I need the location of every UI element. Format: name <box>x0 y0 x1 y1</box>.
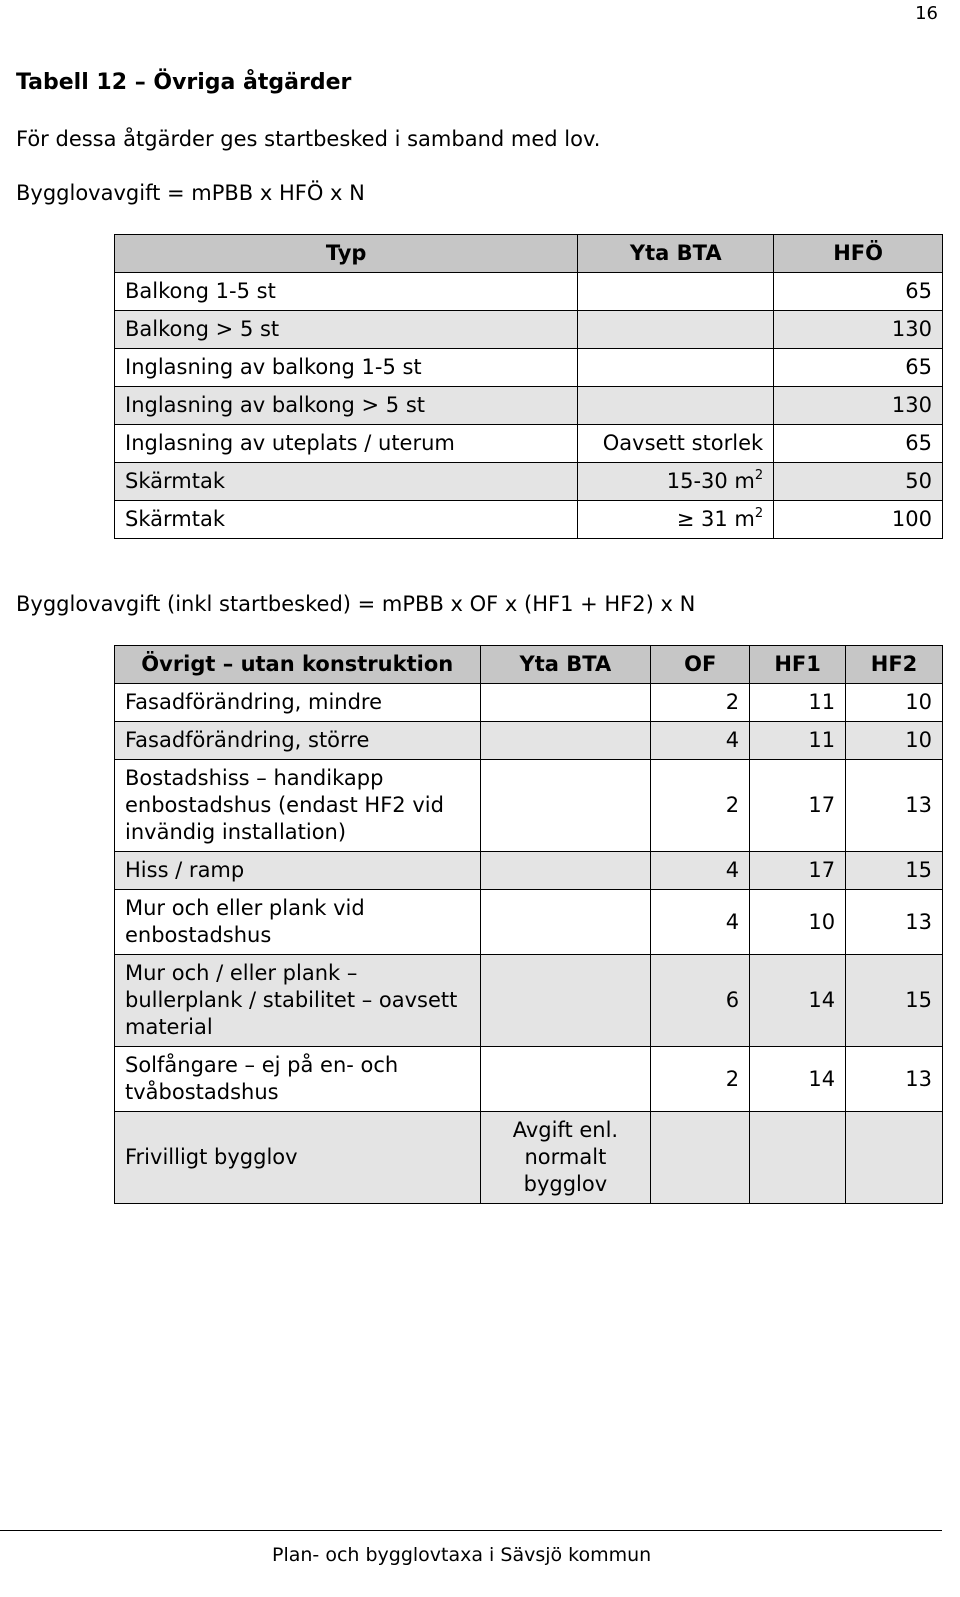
header-hfo: HFÖ <box>774 235 943 273</box>
row-hf1: 14 <box>750 955 846 1047</box>
table-row <box>115 311 943 349</box>
row-of: 2 <box>651 760 750 852</box>
table-row <box>115 387 943 425</box>
row-hfo: 65 <box>774 349 943 387</box>
yta-value: Oavsett storlek <box>602 431 764 455</box>
yta-unit-exponent: 2 <box>754 468 764 483</box>
row-yta-bta <box>578 349 774 387</box>
row-of: 6 <box>651 955 750 1047</box>
row-hf2 <box>846 1112 943 1204</box>
row-typ: Inglasning av balkong 1-5 st <box>115 349 578 387</box>
row-yta-bta <box>480 684 651 722</box>
row-hf2: 10 <box>846 722 943 760</box>
header-yta-bta: Yta BTA <box>480 646 651 684</box>
fee-formula-1: Bygglovavgift = mPBB x HFÖ x N <box>16 181 365 205</box>
table-row <box>115 463 943 501</box>
table-row <box>115 1047 943 1112</box>
row-yta-bta <box>480 760 651 852</box>
row-typ: Fasadförändring, större <box>115 722 481 760</box>
table-row <box>115 890 943 955</box>
row-typ: Balkong > 5 st <box>115 311 578 349</box>
yta-unit-exponent: 2 <box>754 506 764 521</box>
header-ovrigt: Övrigt – utan konstruktion <box>115 646 481 684</box>
row-hfo: 50 <box>774 463 943 501</box>
fee-table-1 <box>114 234 943 539</box>
row-hf2: 15 <box>846 955 943 1047</box>
table-row <box>115 760 943 852</box>
row-hf1: 10 <box>750 890 846 955</box>
table-row <box>115 955 943 1047</box>
fee-formula-2: Bygglovavgift (inkl startbesked) = mPBB x OF x (HF1 + HF2) x N <box>16 592 696 616</box>
row-hfo: 130 <box>774 311 943 349</box>
row-typ: Frivilligt bygglov <box>115 1112 481 1204</box>
table-row <box>115 501 943 539</box>
page-number: 16 <box>915 3 938 24</box>
row-typ: Fasadförändring, mindre <box>115 684 481 722</box>
row-yta-bta <box>480 1047 651 1112</box>
intro-text: För dessa åtgärder ges startbesked i samband med lov. <box>16 127 601 151</box>
table-row <box>115 722 943 760</box>
row-of: 2 <box>651 684 750 722</box>
row-of: 2 <box>651 1047 750 1112</box>
row-of: 4 <box>651 722 750 760</box>
yta-value: ≥ 31 m <box>676 507 755 531</box>
table-row <box>115 273 943 311</box>
row-typ: Inglasning av uteplats / uterum <box>115 425 578 463</box>
header-hf2: HF2 <box>846 646 943 684</box>
row-hf2: 13 <box>846 760 943 852</box>
row-hfo: 100 <box>774 501 943 539</box>
header-typ: Typ <box>115 235 578 273</box>
row-of: 4 <box>651 890 750 955</box>
row-of <box>651 1112 750 1204</box>
row-yta-bta <box>578 273 774 311</box>
row-yta-bta <box>480 852 651 890</box>
row-typ: Skärmtak <box>115 501 578 539</box>
header-hf1: HF1 <box>750 646 846 684</box>
footer-divider <box>0 1530 942 1531</box>
row-hf1: 14 <box>750 1047 846 1112</box>
row-hf1: 11 <box>750 722 846 760</box>
header-yta-bta: Yta BTA <box>578 235 774 273</box>
table-heading: Tabell 12 – Övriga åtgärder <box>16 70 352 95</box>
row-hf2: 13 <box>846 890 943 955</box>
table-row <box>115 425 943 463</box>
fee-table-2 <box>114 645 943 1204</box>
row-yta-bta: Avgift enl. normalt bygglov <box>480 1112 651 1204</box>
row-yta-bta <box>578 387 774 425</box>
table-row <box>115 852 943 890</box>
row-hf1: 17 <box>750 852 846 890</box>
footer-text: Plan- och bygglovtaxa i Sävsjö kommun <box>272 1544 652 1566</box>
row-typ: Solfångare – ej på en- och tvåbostadshus <box>115 1047 481 1112</box>
row-yta-bta <box>578 463 774 501</box>
table-row <box>115 1112 943 1204</box>
row-yta-bta <box>578 501 774 539</box>
row-yta-bta <box>480 955 651 1047</box>
row-hf1: 11 <box>750 684 846 722</box>
row-hf1: 17 <box>750 760 846 852</box>
row-hf2: 15 <box>846 852 943 890</box>
row-hfo: 65 <box>774 425 943 463</box>
row-typ: Balkong 1-5 st <box>115 273 578 311</box>
table-row <box>115 684 943 722</box>
row-hfo: 65 <box>774 273 943 311</box>
row-hf2: 10 <box>846 684 943 722</box>
row-yta-bta <box>578 425 774 463</box>
row-typ: Mur och / eller plank – bullerplank / stabilitet – oavsett material <box>115 955 481 1047</box>
yta-value: 15-30 m <box>666 469 755 493</box>
header-of: OF <box>651 646 750 684</box>
table-header-row <box>115 235 943 273</box>
row-yta-bta <box>578 311 774 349</box>
row-of: 4 <box>651 852 750 890</box>
row-hf2: 13 <box>846 1047 943 1112</box>
row-typ: Hiss / ramp <box>115 852 481 890</box>
row-typ: Inglasning av balkong > 5 st <box>115 387 578 425</box>
row-typ: Mur och eller plank vid enbostadshus <box>115 890 481 955</box>
row-yta-bta <box>480 890 651 955</box>
table-header-row <box>115 646 943 684</box>
table-row <box>115 349 943 387</box>
row-hf1 <box>750 1112 846 1204</box>
row-typ: Bostadshiss – handikapp enbostadshus (endast HF2 vid invändig installation) <box>115 760 481 852</box>
row-yta-bta <box>480 722 651 760</box>
row-typ: Skärmtak <box>115 463 578 501</box>
row-hfo: 130 <box>774 387 943 425</box>
